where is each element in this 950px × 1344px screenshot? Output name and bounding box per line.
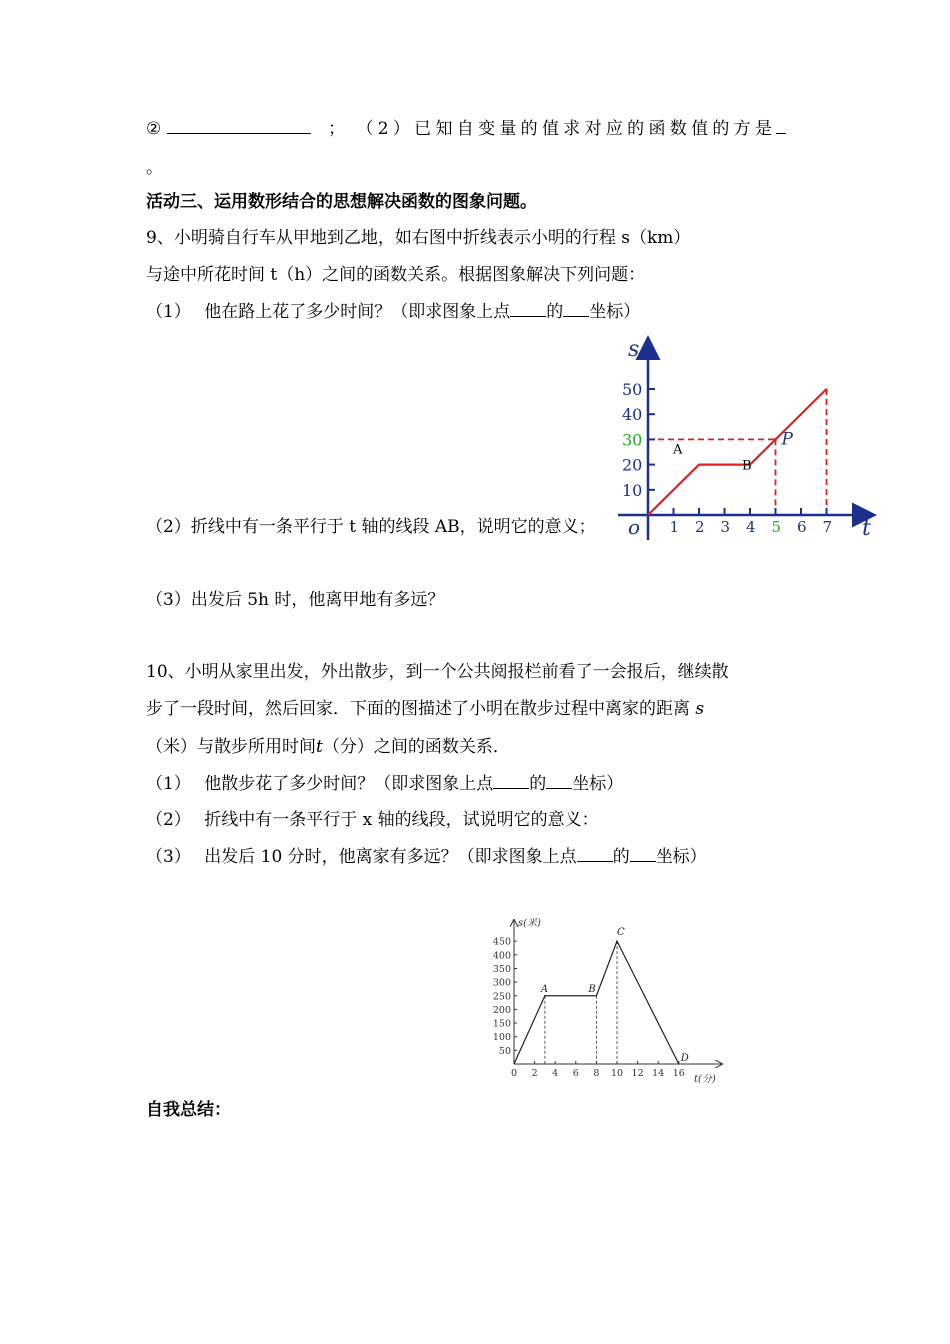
axis-ticks: [622, 380, 832, 536]
q9-sub-1-text-c: 坐标）: [589, 302, 641, 322]
q9-line-1: 9、小明骑自行车从甲地到乙地，如右图中折线表示小明的行程 s（km）: [146, 228, 691, 248]
y-tick-label: 50: [498, 1045, 511, 1057]
x-tick-label: 4: [552, 1068, 559, 1079]
q10-line-3-post: （分）之间的函数关系．: [322, 737, 510, 757]
self-summary-heading: 自我总结：: [146, 1100, 231, 1120]
question-part-2: （2）已知自变量的值求对应的函数值的方是: [356, 119, 777, 139]
q10-sub-3-text-c: 坐标）: [655, 847, 707, 867]
x-tick-label: 6: [797, 518, 807, 536]
q10-var-t: t: [316, 737, 323, 757]
y-tick-label: 50: [622, 380, 643, 399]
data-point: [544, 995, 545, 996]
q10-blank-coord[interactable]: [546, 772, 572, 789]
x-tick-label: 3: [720, 518, 731, 536]
x-tick-label: 5: [771, 518, 782, 536]
semicolon: ；: [328, 119, 346, 139]
x-tick-label: 12: [631, 1068, 644, 1079]
q10-sub-3-number: （3）: [146, 847, 191, 867]
axis-ticks: [493, 937, 685, 1079]
circle-2-marker: ②: [146, 119, 162, 139]
point-label: C: [617, 927, 625, 939]
blank-1[interactable]: [167, 117, 311, 134]
x-tick-label: 7: [822, 518, 833, 536]
period: 。: [146, 158, 163, 178]
y-tick-label: 40: [622, 405, 643, 425]
point-label: D: [680, 1053, 689, 1064]
q10-sub-1-text-c: 坐标）: [572, 774, 624, 794]
q9-sub-3: （3）出发后 5h 时，他离甲地有多远？: [146, 590, 445, 610]
q9-sub-2: （2）折线中有一条平行于 t 轴的线段 AB，说明它的意义；: [146, 517, 596, 537]
q10-line-3: [146, 736, 510, 758]
q9-blank-coord[interactable]: [563, 300, 589, 317]
y-tick-label: 200: [492, 1004, 511, 1016]
data-point: [678, 1063, 679, 1064]
x-tick-label: 14: [652, 1068, 665, 1079]
x-tick-label: 2: [531, 1068, 538, 1079]
x-tick-label: 4: [746, 518, 756, 536]
x-tick-label: 16: [672, 1068, 685, 1079]
point-label-p: P: [781, 429, 793, 450]
x-tick-label: 6: [572, 1068, 579, 1079]
y-tick-label: 400: [492, 950, 511, 962]
point-p: [774, 438, 777, 441]
answer-line-1: [146, 117, 786, 140]
series: [514, 927, 689, 1065]
point-label-b: B: [742, 458, 752, 474]
blank-2[interactable]: [776, 117, 786, 134]
origin-label: o: [628, 515, 641, 539]
chart-walk: [480, 912, 730, 1087]
y-axis-label: s: [628, 337, 640, 362]
data-point: [596, 995, 597, 996]
guide-lines: [545, 941, 617, 1064]
q9-line-2: 与途中所花时间 t（h）之间的函数关系。根据图象解决下列问题：: [146, 265, 646, 285]
x-tick-label: 2: [695, 518, 705, 536]
q10-sub-2: [146, 809, 599, 831]
q10-sub-1-text-a: 他散步花了多少时间？（即求图象上点: [204, 774, 494, 794]
x-tick-label: 1: [669, 518, 680, 536]
q10-sub-2-text: 折线中有一条平行于 x 轴的线段，试说明它的意义：: [204, 810, 599, 830]
q10-blank-coord-2[interactable]: [630, 845, 656, 862]
q10-sub-2-number: （2）: [146, 810, 191, 830]
q9-sub-1-text-a: 他在路上花了多少时间？（即求图象上点: [204, 302, 511, 322]
x-axis-label: t(分): [694, 1074, 716, 1085]
q10-sub-3-text-b: 的: [612, 847, 630, 867]
q10-sub-3: [146, 845, 707, 868]
q9-blank-point[interactable]: [510, 300, 546, 317]
q10-blank-point-2[interactable]: [577, 845, 613, 862]
x-tick-label: 10: [610, 1068, 624, 1079]
q10-line-3-pre: （米）与散步所用时间: [146, 737, 316, 757]
q9-sub-1-number: （1）: [146, 302, 191, 322]
q10-var-s: s: [695, 699, 705, 719]
q10-blank-point[interactable]: [493, 772, 529, 789]
activity-3-heading: 活动三、运用数形结合的思想解决函数的图象问题。: [146, 192, 537, 212]
q10-line-2: [146, 698, 704, 720]
y-tick-label: 20: [622, 455, 643, 475]
data-point: [616, 940, 617, 941]
y-tick-label: 250: [492, 991, 511, 1003]
data-point: [698, 464, 700, 466]
y-tick-label: 350: [492, 963, 511, 975]
y-tick-label: 450: [492, 936, 511, 948]
x-tick-label: 0: [510, 1068, 518, 1079]
q10-line-2-text: 步了一段时间，然后回家．下面的图描述了小明在散步过程中离家的距离: [146, 699, 690, 719]
y-tick-label: 150: [492, 1018, 511, 1030]
y-tick-label: 300: [492, 977, 511, 989]
y-axis-label: s(米): [518, 918, 541, 929]
q9-sub-1: [146, 300, 640, 323]
y-tick-label: 10: [622, 480, 643, 500]
q10-sub-1-number: （1）: [146, 774, 191, 794]
chart-cycling-trip: [590, 330, 890, 545]
point-label: A: [540, 983, 549, 995]
point-label: B: [588, 983, 596, 995]
q10-sub-3-text-a: 出发后 10 分时，他离家有多远？（即求图象上点: [204, 847, 577, 867]
data-point: [647, 514, 649, 516]
data-point: [826, 388, 828, 390]
q10-sub-1-text-b: 的: [529, 774, 547, 794]
q9-sub-1-text-b: 的: [546, 302, 564, 322]
y-tick-label: 30: [622, 430, 643, 450]
q10-sub-1: [146, 772, 623, 795]
point-label-a: A: [673, 442, 683, 458]
x-axis-label: t: [862, 516, 871, 541]
q10-line-1: 10、小明从家里出发，外出散步，到一个公共阅报栏前看了一会报后，继续散: [146, 662, 729, 682]
x-tick-label: 8: [593, 1068, 600, 1079]
y-tick-label: 100: [492, 1032, 511, 1044]
